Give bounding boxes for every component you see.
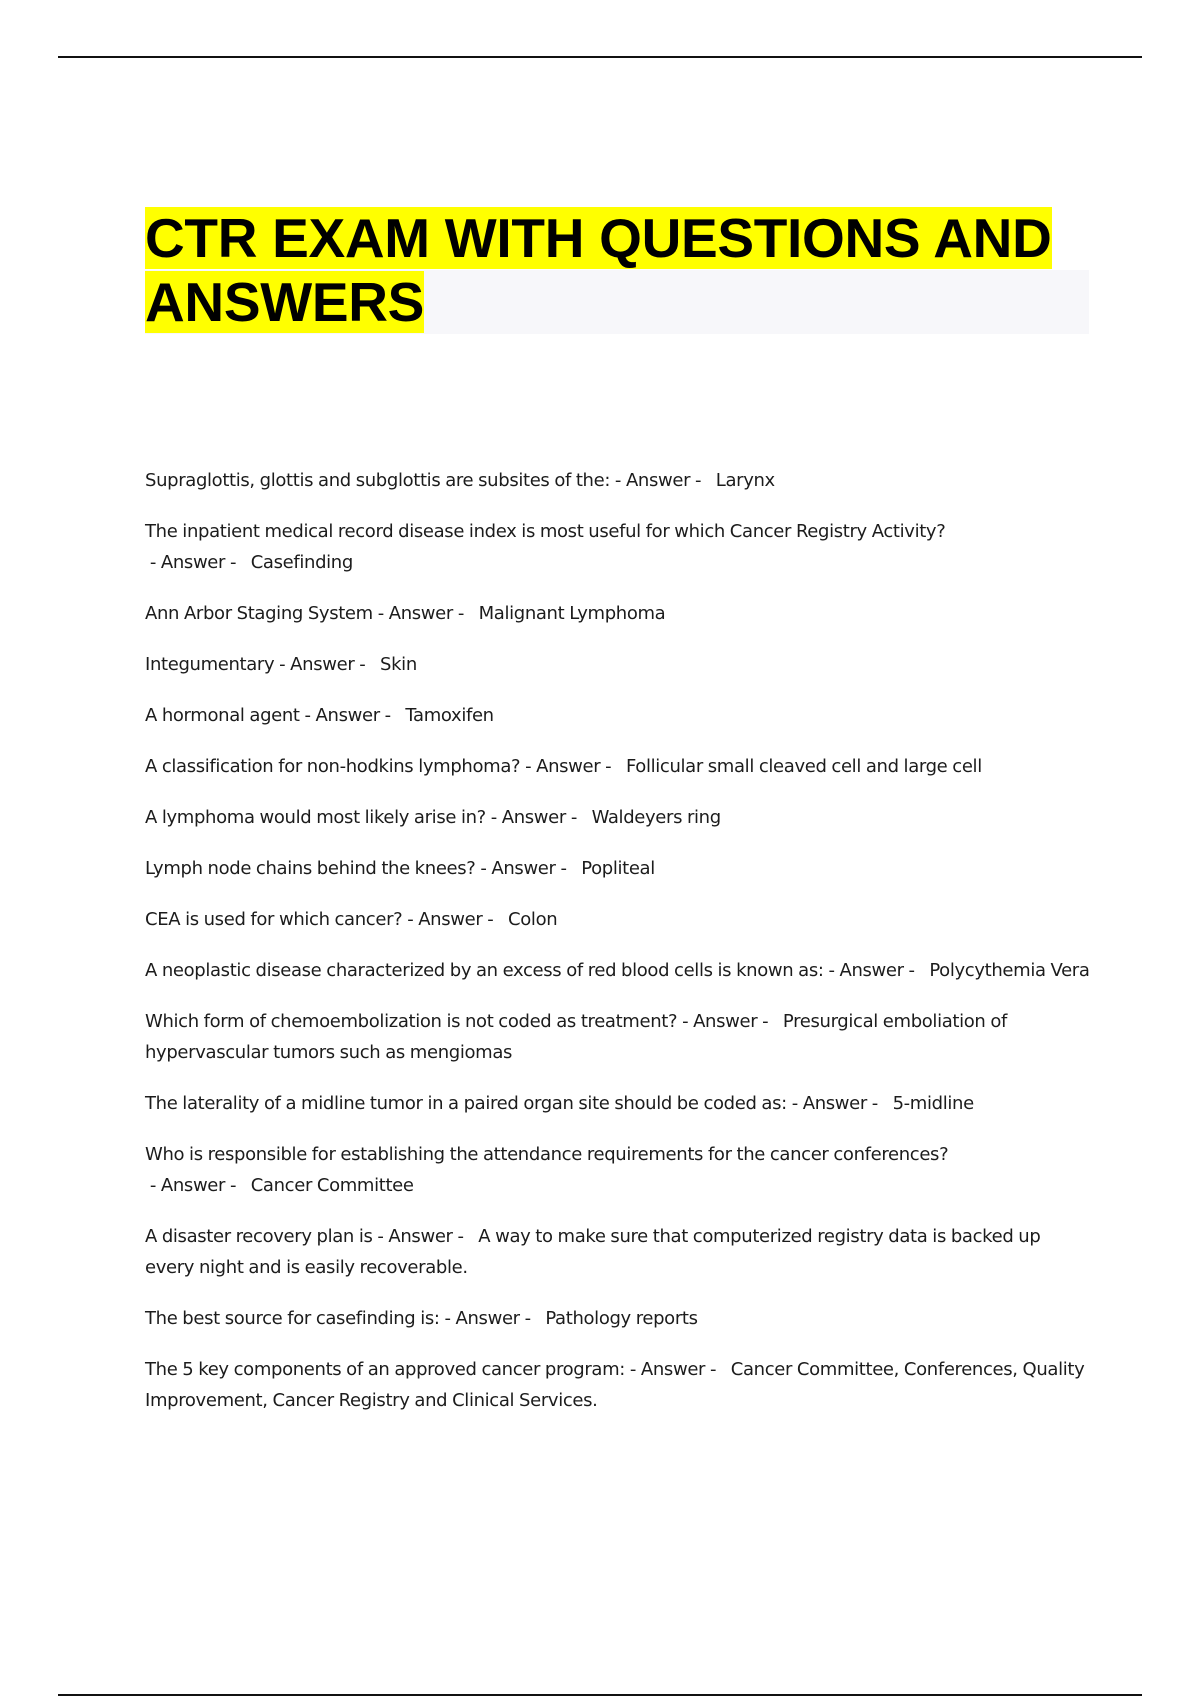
qa-item: [145, 1303, 1090, 1334]
question-text: A neoplastic disease characterized by an excess of red blood cells is known as:: [145, 960, 824, 981]
question-text: CEA is used for which cancer?: [145, 909, 403, 930]
question-text: Lymph node chains behind the knees?: [145, 858, 476, 879]
question-text: Who is responsible for establishing the attendance requirements for the cancer conferences?: [145, 1144, 949, 1165]
answer-text: 5-midline: [892, 1093, 974, 1114]
qa-item: [145, 598, 1090, 629]
answer-separator: - Answer -: [372, 1226, 479, 1247]
question-text: Supraglottis, glottis and subglottis are subsites of the:: [145, 470, 611, 491]
header-rule: [58, 56, 1142, 58]
answer-separator: - Answer -: [520, 756, 626, 777]
qa-item: [145, 1006, 1090, 1068]
question-text: The laterality of a midline tumor in a paired organ site should be coded as:: [145, 1093, 787, 1114]
question-text: Integumentary: [145, 654, 275, 675]
qa-item: [145, 751, 1090, 782]
qa-item: [145, 1221, 1090, 1283]
question-text: A disaster recovery plan is: [145, 1226, 373, 1247]
answer-separator: - Answer -: [402, 909, 509, 930]
qa-item: [145, 1088, 1090, 1119]
question-text: A hormonal agent: [145, 705, 300, 726]
answer-text: Tamoxifen: [405, 705, 494, 726]
answer-separator: - Answer -: [299, 705, 406, 726]
answer-text: Colon: [508, 909, 558, 930]
qa-item: [145, 649, 1090, 680]
question-text: Which form of chemoembolization is not coded as treatment?: [145, 1011, 678, 1032]
qa-item: [145, 516, 1090, 578]
answer-text: Polycythemia Vera: [929, 960, 1090, 981]
page-title: [145, 206, 1089, 334]
answer-text: Larynx: [715, 470, 775, 491]
question-text: A lymphoma would most likely arise in?: [145, 807, 486, 828]
question-text: The best source for casefinding is:: [145, 1308, 440, 1329]
answer-text: Presurgical emboliation of hypervascular tumors such as mengiomas: [145, 1011, 1008, 1063]
answer-text: Popliteal: [581, 858, 655, 879]
qa-item: [145, 700, 1090, 731]
answer-separator: - Answer -: [274, 654, 381, 675]
qa-list: [145, 465, 1090, 1436]
answer-text: Malignant Lymphoma: [478, 603, 666, 624]
answer-separator: - Answer -: [823, 960, 930, 981]
answer-separator: - Answer -: [610, 470, 716, 491]
qa-item: [145, 904, 1090, 935]
answer-text: A way to make sure that computerized registry data is backed up every night and is easily recoverable.: [145, 1226, 1041, 1278]
qa-item: [145, 802, 1090, 833]
title-line-1: CTR EXAM WITH QUESTIONS AND: [145, 207, 1052, 269]
title-line-2: ANSWERS: [145, 271, 425, 333]
answer-separator: - Answer -: [475, 858, 582, 879]
answer-text: Pathology reports: [545, 1308, 698, 1329]
answer-separator: - Answer -: [439, 1308, 546, 1329]
qa-item: [145, 955, 1090, 986]
answer-separator: - Answer -: [625, 1359, 731, 1380]
answer-separator: - Answer -: [145, 1175, 251, 1196]
answer-text: Cancer Committee, Conferences, Quality Improvement, Cancer Registry and Clinical Services.: [145, 1359, 1085, 1411]
answer-separator: - Answer -: [145, 552, 251, 573]
answer-text: Casefinding: [250, 552, 353, 573]
qa-item: [145, 1354, 1090, 1416]
title-block: [145, 206, 1089, 334]
question-text: Ann Arbor Staging System: [145, 603, 373, 624]
question-text: The inpatient medical record disease index is most useful for which Cancer Registry Activity?: [145, 521, 946, 542]
question-text: A classification for non-hodkins lymphoma?: [145, 756, 521, 777]
answer-text: Follicular small cleaved cell and large cell: [625, 756, 982, 777]
question-text: The 5 key components of an approved cancer program:: [145, 1359, 626, 1380]
footer-rule: [58, 1694, 1142, 1696]
qa-item: [145, 465, 1090, 496]
answer-text: Cancer Committee: [250, 1175, 414, 1196]
answer-separator: - Answer -: [372, 603, 479, 624]
answer-text: Waldeyers ring: [591, 807, 721, 828]
qa-item: [145, 853, 1090, 884]
answer-separator: - Answer -: [786, 1093, 893, 1114]
answer-separator: - Answer -: [677, 1011, 783, 1032]
answer-text: Skin: [380, 654, 417, 675]
answer-separator: - Answer -: [485, 807, 592, 828]
qa-item: [145, 1139, 1090, 1201]
